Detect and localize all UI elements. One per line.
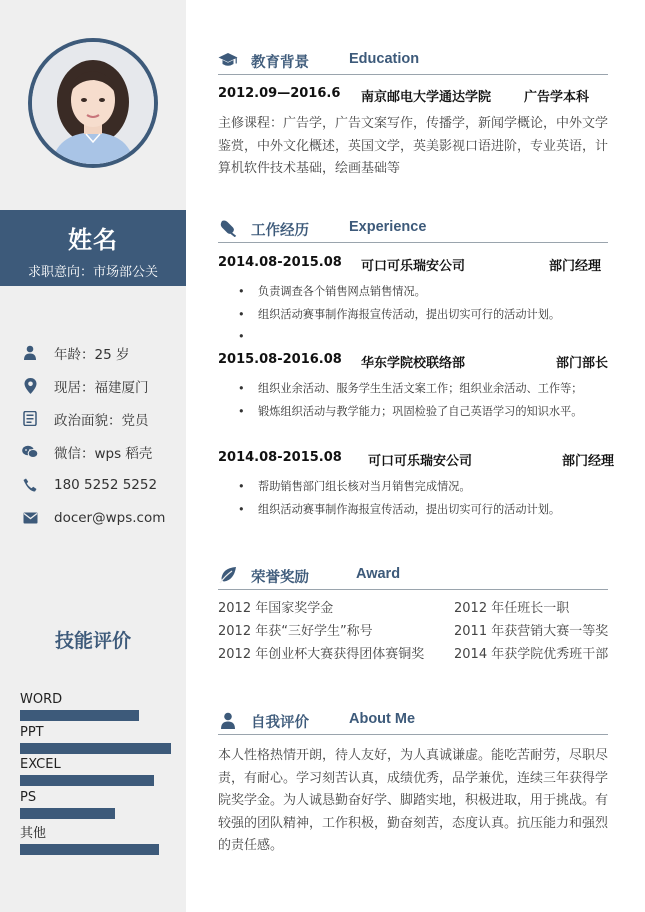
work-header	[218, 216, 608, 243]
mail-icon	[22, 510, 38, 526]
award-text: 2012 年国家奖学金	[218, 601, 334, 616]
skill-bar	[20, 808, 115, 819]
skill-bar	[20, 743, 171, 754]
section-title: 教育背景	[251, 55, 309, 71]
section-title-en: Education	[349, 51, 420, 67]
self-eval-text: 本人性格热情开朗，待人友好，为人真诚谦虚。能吃苦耐劳，尽职尽责，有耐心。学习刻苦认真，成绩优秀，品学兼优，连续三年获得学院奖学金。为人诚恳勤奋好学、脚踏实地，积极进取，用于挑战。有较强的团队精神，工作积极，勤奋刻苦，态度认真。抗压能力和强烈的责任感。	[218, 748, 609, 853]
person-icon	[218, 711, 238, 729]
job-company: 华东学院校联络部	[361, 356, 466, 371]
graduation-cap-icon	[218, 51, 238, 69]
info-residence	[22, 369, 165, 402]
personal-info	[22, 336, 165, 534]
job-role: 部门经理	[549, 259, 602, 274]
award-text: 2012 年创业杯大赛获得团体赛铜奖	[218, 647, 425, 662]
education-header	[218, 48, 608, 75]
section-title-en: Award	[356, 566, 401, 582]
briefcase-hand-icon	[218, 219, 238, 237]
person-icon	[22, 345, 38, 361]
skill-label: 其他	[20, 826, 47, 841]
list-item: • 组织活动赛事制作海报宣传活动，提出切实可行的活动计划。	[238, 499, 610, 522]
list-item: • 锻炼组织活动与教学能力；巩固检验了自己英语学习的知识水平。	[238, 401, 610, 424]
section-title-en: About Me	[349, 711, 416, 727]
info-political	[22, 402, 165, 435]
job-company: 可口可乐瑞安公司	[361, 259, 466, 274]
list-item	[218, 597, 610, 620]
info-phone	[22, 468, 165, 501]
skill-bar	[20, 844, 159, 855]
skill-label: PS	[20, 789, 37, 805]
list-item: • 组织活动赛事制作海报宣传活动，提出切实可行的活动计划。	[238, 304, 610, 327]
award-text: 2012 年获“三好学生”称号	[218, 624, 373, 639]
skills-title: 技能评价	[54, 630, 131, 652]
self-eval-header	[218, 708, 608, 735]
job-period: 2014.08-2015.08	[218, 450, 342, 465]
job-duties	[238, 281, 610, 349]
job-intent: 求职意向：市场部公关	[27, 265, 158, 280]
education-period: 2012.09—2016.6	[218, 86, 341, 101]
profile-photo	[32, 42, 154, 164]
info-text: 年龄：25 岁	[54, 346, 130, 363]
skill-label: EXCEL	[20, 757, 61, 772]
job-duties	[238, 378, 610, 423]
skill-item	[20, 790, 115, 819]
location-pin-icon	[22, 378, 38, 394]
skill-bar	[20, 775, 154, 786]
id-card-icon	[22, 411, 38, 427]
job-period: 2015.08-2016.08	[218, 352, 342, 367]
job-role: 部门部长	[556, 356, 609, 371]
award-text: 2012 年任班长一职	[454, 601, 570, 616]
job-role: 部门经理	[562, 454, 615, 469]
list-item	[238, 326, 610, 349]
education-degree: 广告学本科	[524, 90, 590, 105]
education-courses: 主修课程：广告学，广告文案写作，传播学，新闻学概论，中外文学鉴赏，中外文化概述，英国文学，英美影视口语进阶，专业英语，计算机软件技术基础，绘画基础等	[218, 116, 609, 176]
list-item: • 帮助销售部门组长核对当月销售完成情况。	[238, 476, 610, 499]
section-title: 工作经历	[251, 223, 309, 239]
section-title: 自我评价	[251, 715, 309, 731]
skill-item	[20, 822, 159, 855]
job-duties	[238, 476, 610, 521]
info-text: 政治面貌：党员	[54, 412, 149, 429]
phone-icon	[22, 477, 38, 493]
candidate-name: 姓名	[68, 226, 118, 254]
info-email	[22, 501, 165, 534]
awards-list	[218, 597, 610, 666]
skill-label: WORD	[20, 692, 63, 707]
skill-item	[20, 757, 154, 786]
info-wechat	[22, 435, 165, 468]
list-item: • 组织业余活动、服务学生生活文案工作；组织业余活动、工作等；	[238, 378, 610, 401]
info-text: 180 5252 5252	[54, 476, 158, 493]
education-school: 南京邮电大学通达学院	[361, 90, 492, 105]
info-text: 微信：wps 稻壳	[54, 445, 153, 462]
job-period: 2014.08-2015.08	[218, 255, 342, 270]
awards-header	[218, 563, 608, 590]
section-title-en: Experience	[349, 219, 427, 235]
leaf-icon	[218, 566, 238, 584]
list-item	[218, 620, 610, 643]
info-text: 现居：福建厦门	[54, 379, 149, 396]
list-item	[218, 643, 610, 666]
info-text: docer@wps.com	[54, 509, 166, 526]
skill-item	[20, 725, 171, 754]
wechat-icon	[22, 444, 38, 460]
info-age	[22, 336, 165, 369]
job-company: 可口可乐瑞安公司	[368, 454, 473, 469]
award-text: 2011 年获营销大赛一等奖	[454, 624, 609, 639]
skill-bar	[20, 710, 139, 721]
list-item: • 负责调查各个销售网点销售情况。	[238, 281, 610, 304]
award-text: 2014 年获学院优秀班干部	[454, 647, 609, 662]
name-banner	[0, 210, 186, 286]
skill-label: PPT	[20, 724, 44, 740]
skill-item	[20, 692, 139, 721]
avatar	[28, 38, 158, 168]
section-title: 荣誉奖励	[251, 570, 309, 586]
